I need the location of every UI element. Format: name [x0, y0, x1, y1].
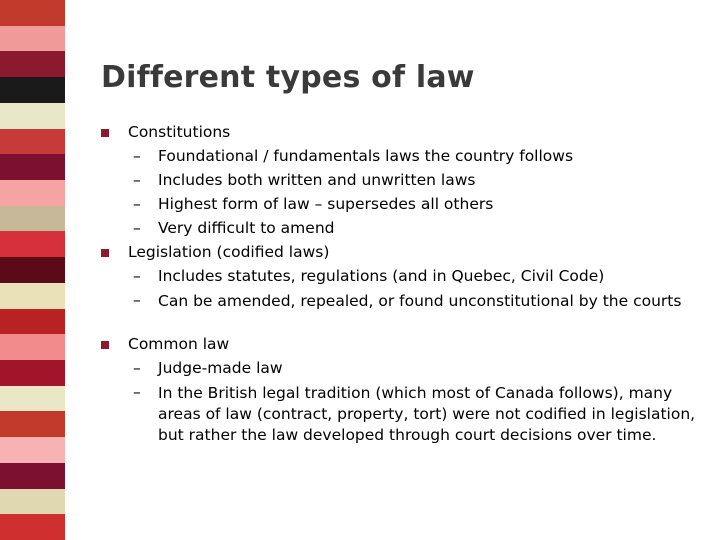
dash-icon: – [133, 383, 141, 401]
square-bullet-icon [101, 129, 109, 137]
dash-icon: – [133, 291, 141, 309]
item-label: Legislation (codified laws) [128, 243, 330, 261]
square-bullet-icon [101, 341, 109, 349]
sub-item-text: Includes statutes, regulations (and in Quebec, Civil Code) [158, 267, 605, 285]
dash-icon: – [133, 195, 141, 213]
sub-item-text: Includes both written and unwritten laws [158, 171, 476, 189]
item-label: Common law [128, 335, 230, 353]
sub-item-text: Very difficult to amend [158, 219, 335, 237]
dash-icon: – [133, 171, 141, 189]
dash-icon: – [133, 267, 141, 285]
dash-icon: – [133, 219, 141, 237]
slide-title: Different types of law [101, 60, 475, 95]
dash-icon: – [133, 147, 141, 165]
sub-item-text: Highest form of law – supersedes all others [158, 195, 494, 213]
sub-item-text: Can be amended, repealed, or found unconstitutional by the courts [158, 292, 682, 310]
dash-icon: – [133, 359, 141, 377]
item-label: Constitutions [128, 123, 231, 141]
square-bullet-icon [101, 249, 109, 257]
sub-item-text: Foundational / fundamentals laws the country follows [158, 147, 574, 165]
sub-item-text: Judge-made law [158, 359, 283, 377]
sub-item-text: In the British legal tradition (which most of Canada follows), many areas of law (contract, property, tort) were not codified in legislation, but rather the law developed through court decisions over time. [158, 384, 696, 444]
